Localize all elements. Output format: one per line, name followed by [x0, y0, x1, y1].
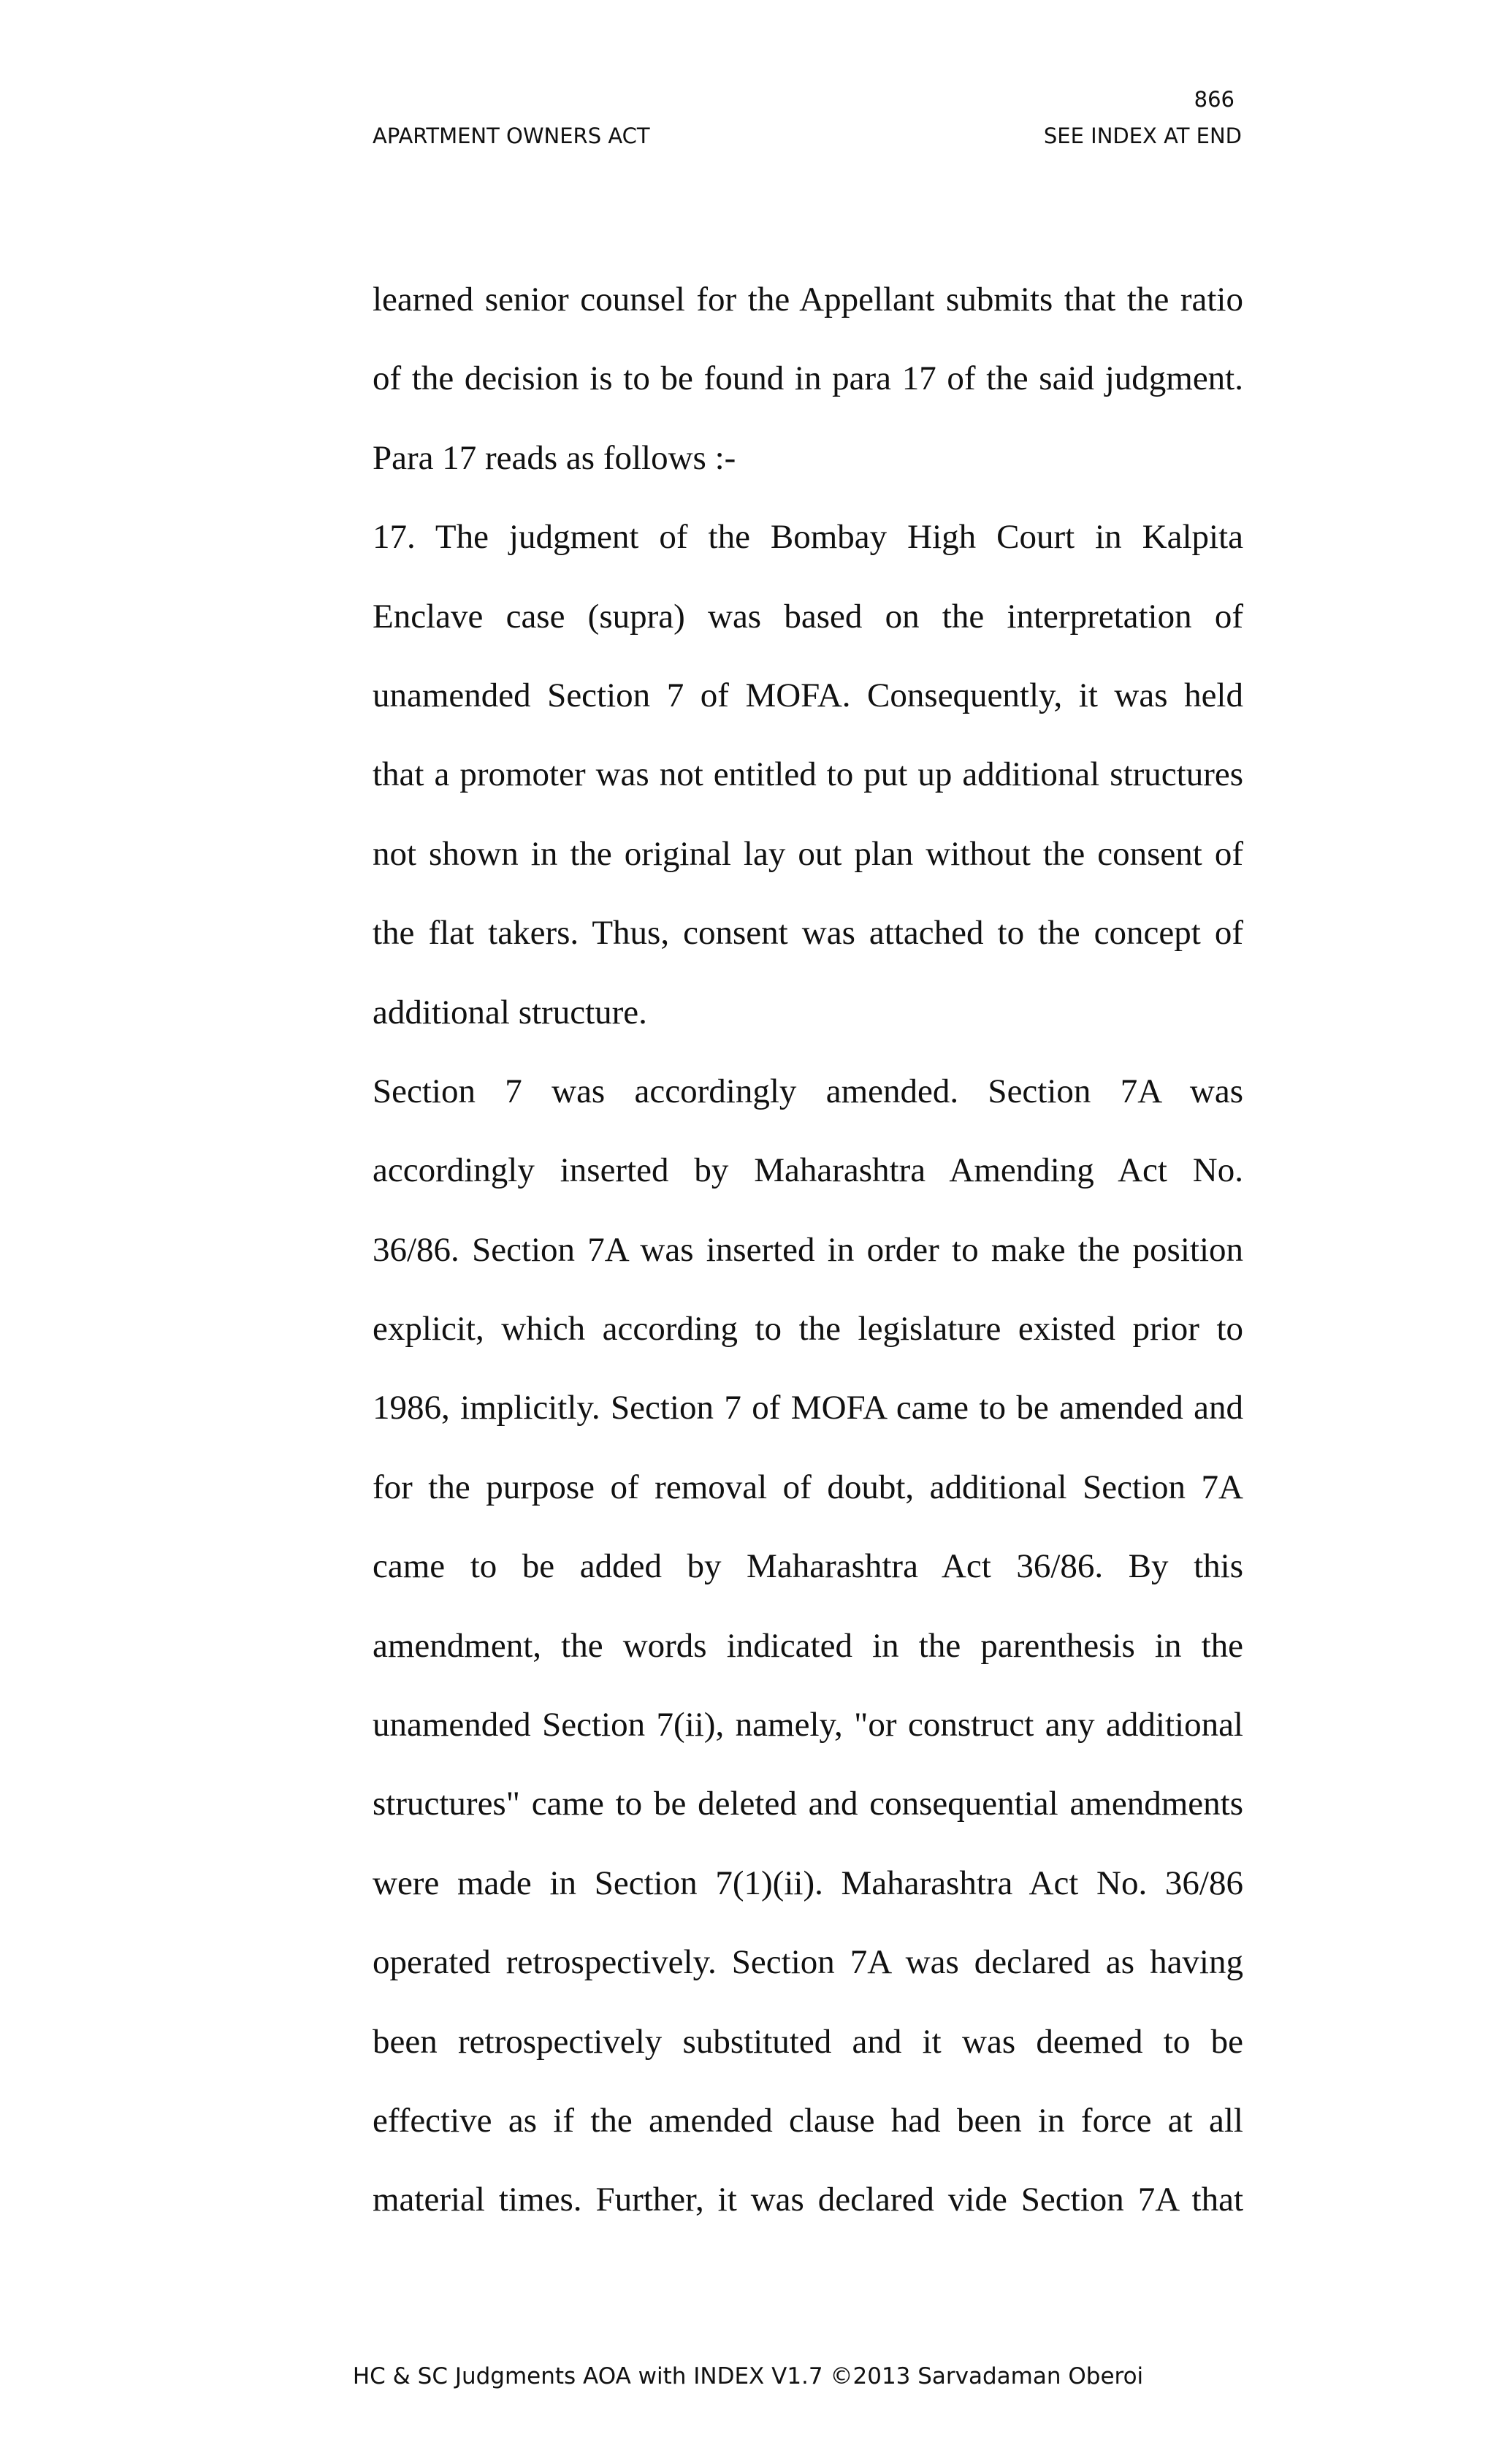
text-line: Para 17 reads as follows :- — [373, 438, 736, 477]
text-line: material times. Further, it was declared vide Section 7A that — [373, 2181, 1243, 2219]
text-line: effective as if the amended clause had been in force at all — [373, 2101, 1243, 2140]
text-line: Enclave case (supra) was based on the interpretation of — [373, 597, 1243, 636]
text-line: 17. The judgment of the Bombay High Court in Kalpita — [373, 518, 1243, 557]
text-line: explicit, which according to the legislature existed prior to — [373, 1310, 1243, 1349]
text-line: of the decision is to be found in para 17 of the said judgment. — [373, 359, 1243, 398]
header-index-note: SEE INDEX AT END — [1043, 123, 1242, 148]
page-number: 866 — [1194, 87, 1234, 112]
text-line: were made in Section 7(1)(ii). Maharashtra Act No. 36/86 — [373, 1864, 1243, 1902]
text-line: Section 7 was accordingly amended. Section 7A was — [373, 1072, 1243, 1110]
text-line: unamended Section 7(ii), namely, "or construct any additional — [373, 1706, 1243, 1744]
text-line: for the purpose of removal of doubt, additional Section 7A — [373, 1468, 1243, 1506]
text-line: additional structure. — [373, 993, 647, 1031]
text-line: the flat takers. Thus, consent was attached to the concept of — [373, 914, 1243, 953]
page-footer: HC & SC Judgments AOA with INDEX V1.7 ©2013 Sarvadaman Oberoi — [352, 2363, 1144, 2389]
text-line: unamended Section 7 of MOFA. Consequently, it was held — [373, 676, 1243, 714]
running-header — [373, 123, 1242, 148]
text-line: operated retrospectively. Section 7A was declared as having — [373, 1943, 1243, 1982]
text-line: 36/86. Section 7A was inserted in order to make the position — [373, 1230, 1243, 1269]
text-line: accordingly inserted by Maharashtra Amending Act No. — [373, 1151, 1243, 1190]
text-line: came to be added by Maharashtra Act 36/86. By this — [373, 1547, 1243, 1586]
text-line: structures" came to be deleted and consequential amendments — [373, 1785, 1243, 1823]
text-line: not shown in the original lay out plan without the consent of — [373, 834, 1243, 873]
text-line: that a promoter was not entitled to put up additional structures — [373, 755, 1243, 794]
text-line: 1986, implicitly. Section 7 of MOFA came to be amended and — [373, 1389, 1243, 1427]
text-line: amendment, the words indicated in the parenthesis in the — [373, 1626, 1243, 1665]
header-title: APARTMENT OWNERS ACT — [373, 123, 650, 148]
document-body — [373, 260, 1243, 2240]
text-line: learned senior counsel for the Appellant submits that the ratio — [373, 281, 1243, 319]
text-line: been retrospectively substituted and it was deemed to be — [373, 2022, 1243, 2061]
